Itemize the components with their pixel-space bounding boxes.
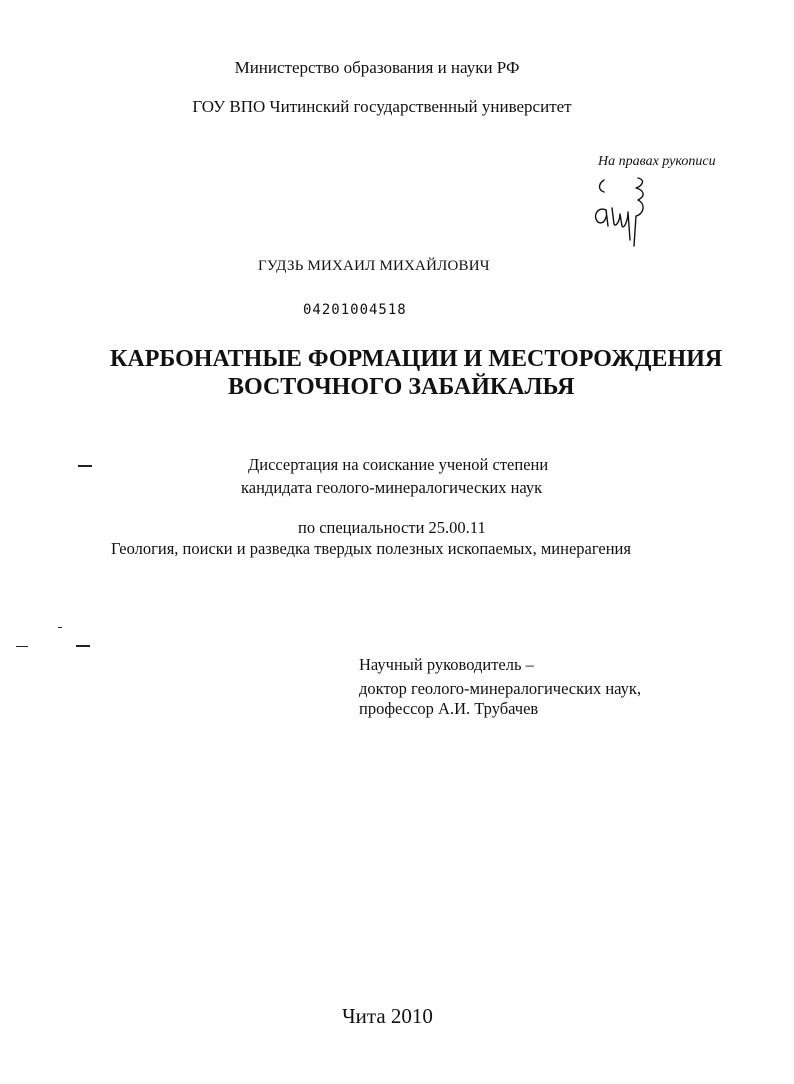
specialty-code: по специальности 25.00.11	[298, 518, 486, 537]
scan-mark	[76, 645, 90, 647]
supervisor-name: профессор А.И. Трубачев	[359, 699, 539, 718]
specialty-name: Геология, поиски и разведка твердых полезных ископаемых, минерагения	[111, 539, 631, 558]
document-code: 04201004518	[303, 302, 407, 318]
author-name: ГУДЗЬ МИХАИЛ МИХАЙЛОВИЧ	[258, 258, 490, 274]
dissertation-line-1: Диссертация на соискание ученой степени	[248, 455, 549, 474]
scan-mark	[58, 627, 62, 628]
city-year: Чита 2010	[342, 1004, 433, 1028]
scan-mark	[78, 465, 92, 467]
ministry-header: Министерство образования и науки РФ	[234, 58, 520, 77]
scan-mark	[16, 646, 28, 647]
manuscript-note: На правах рукописи	[598, 154, 716, 169]
supervisor-title: Научный руководитель –	[359, 655, 534, 674]
supervisor-degree: доктор геолого-минералогических наук,	[359, 679, 642, 698]
title-line-2: ВОСТОЧНОГО ЗАБАЙКАЛЬЯ	[228, 374, 575, 400]
title-line-1: КАРБОНАТНЫЕ ФОРМАЦИИ И МЕСТОРОЖДЕНИЯ	[110, 346, 723, 372]
university-header: ГОУ ВПО Читинский государственный университет	[192, 97, 572, 116]
signature-image	[584, 170, 664, 250]
dissertation-line-2: кандидата геолого-минералогических наук	[241, 478, 543, 497]
